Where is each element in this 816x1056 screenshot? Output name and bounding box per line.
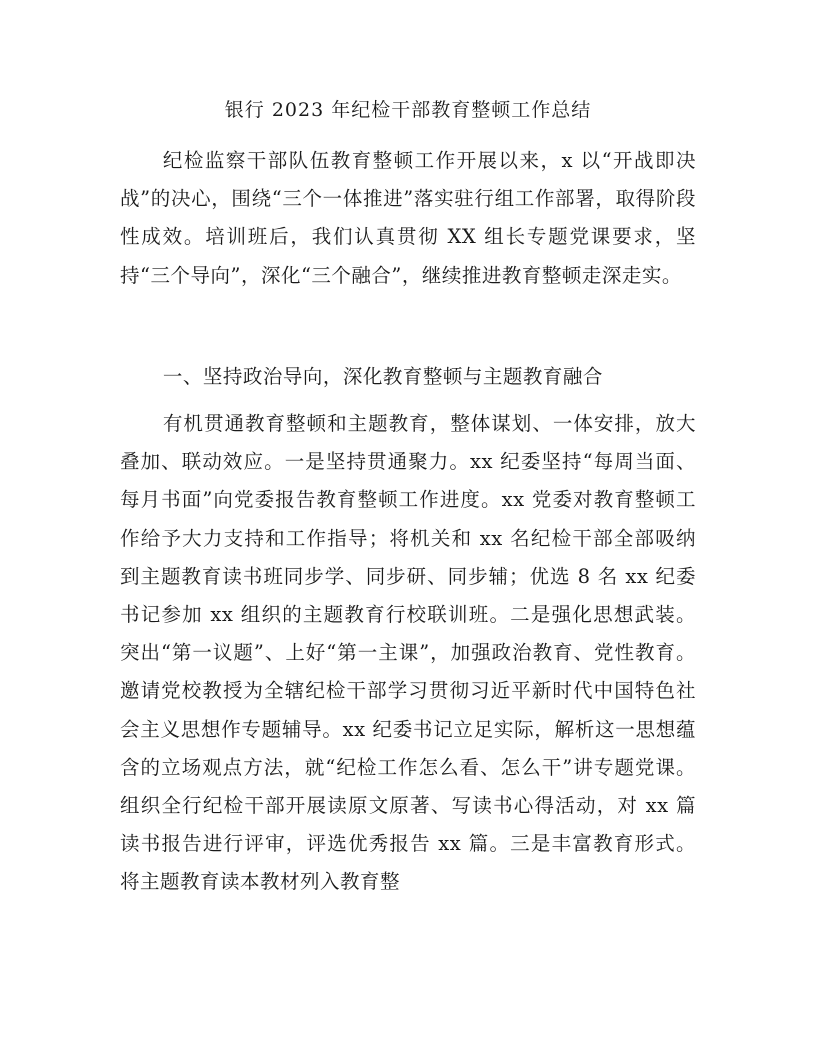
section-heading: 一、坚持政治导向，深化教育整顿与主题教育融合 [162,365,603,388]
document-title: 银行 2023 年纪检干部教育整顿工作总结 [224,99,592,121]
intro-paragraph: 纪检监察干部队伍教育整顿工作开展以来，x 以“开战即决战”的决心，围绕“三个一体推进”落实驻行组工作部署，取得阶段性成效。培训班后，我们认真贯彻 XX 组长专题党课要求，坚持“三个导向”，深化“三个融合”，继续推进教育整顿走深走实。 [120,149,696,287]
section-paragraph: 有机贯通教育整顿和主题教育，整体谋划、一体安排，放大叠加、联动效应。一是坚持贯通聚力。xx 纪委坚持“每周当面、每月书面”向党委报告教育整顿工作进度。xx 党委对教育整顿工作给予大力支持和工作指导；将机关和 xx 名纪检干部全部吸纳到主题教育读书班同步学、同步研、同步辅；优选 8 名 xx 纪委书记参加 xx 组织的主题教育行校联训班。二是强化思想武装。突出“第一议题”、上好“第一主课”，加强政治教育、党性教育。邀请党校教授为全辖纪检干部学习贯彻习近平新时代中国特色社会主义思想作专题辅导。xx 纪委书记立足实际，解析这一思想蕴含的立场观点方法，就“纪检工作怎么看、怎么干”讲专题党课。组织全行纪检干部开展读原文原著、写读书心得活动，对 xx 篇读书报告进行评审，评选优秀报告 xx 篇。三是丰富教育形式。将主题教育读本教材列入教育整 [120,412,696,894]
